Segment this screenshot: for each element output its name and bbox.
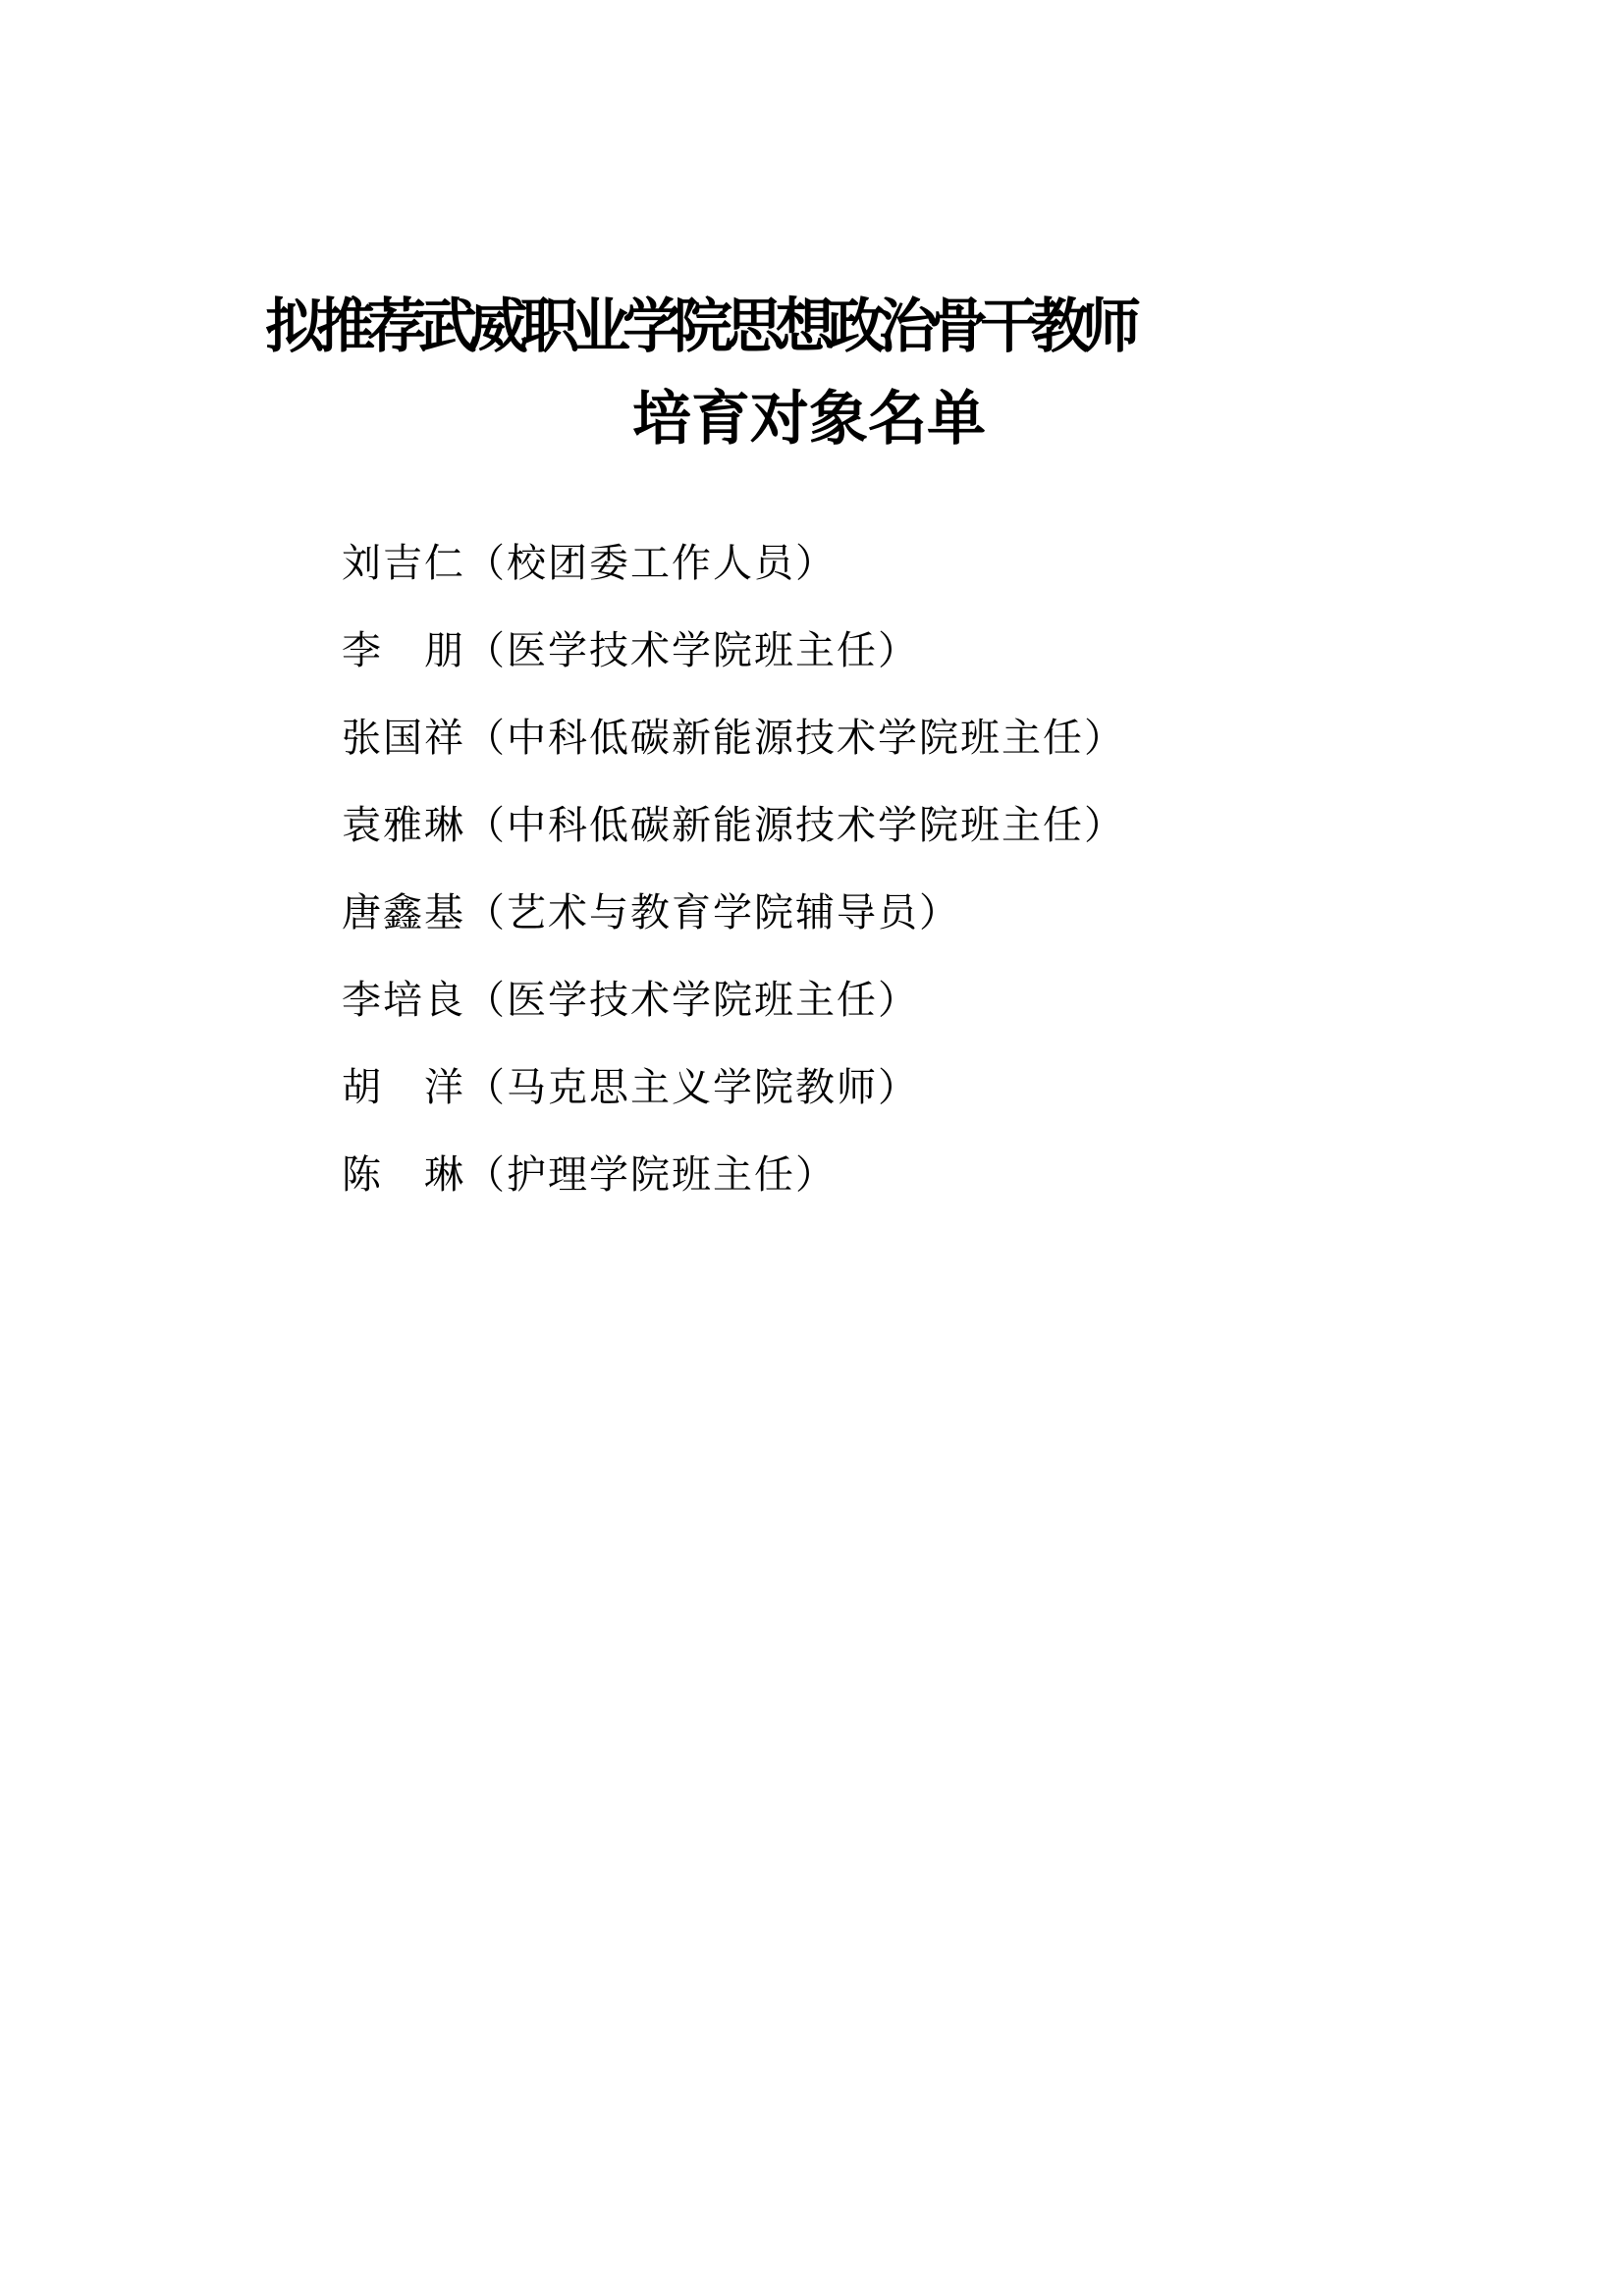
person-name: 唐鑫基 [342, 890, 465, 935]
person-name: 袁雅琳 [342, 803, 465, 848]
paren-close: ） [1084, 803, 1125, 848]
person-affiliation: 中科低碳新能源技术学院班主任 [507, 803, 1084, 848]
person-name: 李 朋 [342, 628, 465, 673]
paren-close: ） [878, 978, 919, 1023]
paren-open: （ [465, 978, 507, 1023]
roster-item [342, 608, 1125, 695]
person-affiliation: 中科低碳新能源技术学院班主任 [507, 716, 1084, 761]
roster-item [342, 1132, 1125, 1219]
paren-close: ） [795, 1152, 837, 1198]
paren-close: ） [878, 1065, 919, 1110]
person-name: 胡 洋 [342, 1065, 465, 1110]
paren-open: （ [465, 890, 507, 935]
person-affiliation: 马克思主义学院教师 [507, 1065, 878, 1110]
paren-close: ） [919, 890, 960, 935]
roster-list [342, 520, 1125, 1219]
person-affiliation: 艺术与教育学院辅导员 [507, 890, 919, 935]
paren-open: （ [465, 1152, 507, 1198]
person-name: 李培良 [342, 978, 465, 1023]
person-affiliation: 医学技术学院班主任 [507, 628, 878, 673]
person-affiliation: 护理学院班主任 [507, 1152, 795, 1198]
paren-open: （ [465, 1065, 507, 1110]
roster-item [342, 957, 1125, 1044]
paren-open: （ [465, 716, 507, 761]
roster-item [342, 1044, 1125, 1132]
person-name: 刘吉仁 [342, 541, 465, 586]
paren-close: ） [1084, 716, 1125, 761]
paren-close: ） [878, 628, 919, 673]
person-name: 张国祥 [342, 716, 465, 761]
roster-item [342, 520, 1125, 608]
paren-close: ） [795, 541, 837, 586]
document-title-line-2: 培育对象名单 [632, 385, 986, 454]
roster-item [342, 870, 1125, 957]
document-title-line-1: 拟推荐武威职业学院思想政治骨干教师 [265, 293, 1133, 361]
person-name: 陈 琳 [342, 1152, 465, 1198]
paren-open: （ [465, 541, 507, 586]
paren-open: （ [465, 803, 507, 848]
person-affiliation: 医学技术学院班主任 [507, 978, 878, 1023]
paren-open: （ [465, 628, 507, 673]
person-affiliation: 校团委工作人员 [507, 541, 795, 586]
roster-item [342, 782, 1125, 870]
roster-item [342, 695, 1125, 782]
